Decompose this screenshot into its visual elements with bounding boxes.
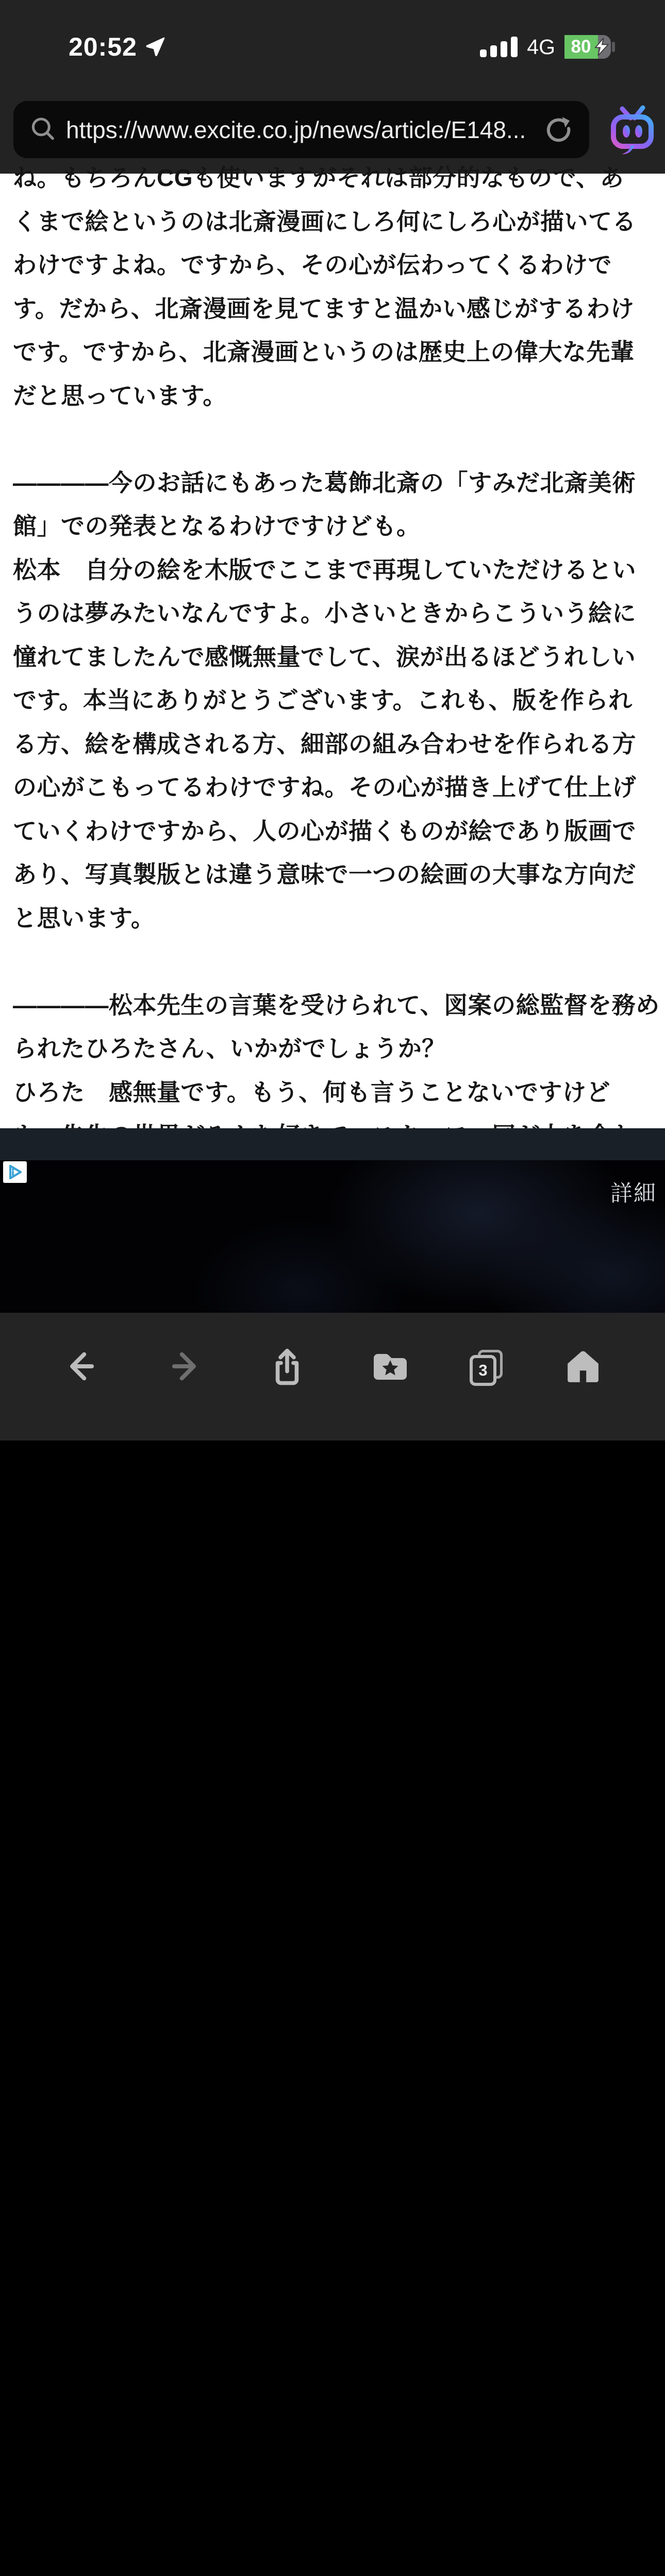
- battery-percent: 80: [571, 37, 591, 57]
- article-line: の心がこもってるわけですね。その心が描き上げて仕上げ: [13, 774, 636, 801]
- bookmarks-button[interactable]: [358, 1335, 420, 1397]
- share-icon: [269, 1346, 306, 1386]
- status-bar: [0, 19, 665, 75]
- article-line: ひろた 感無量です。もう、何も言うことないですけど: [13, 1078, 610, 1106]
- speaker-name: ひろた: [13, 1078, 85, 1106]
- ad-top-strip: [0, 1128, 665, 1160]
- tabs-icon: [470, 1350, 503, 1383]
- network-type-label: 4G: [527, 35, 555, 59]
- browser-app-icon[interactable]: [607, 105, 657, 155]
- battery-indicator: [564, 35, 611, 59]
- reload-icon[interactable]: [544, 115, 574, 145]
- article-line: る方、絵を構成される方、細部の組み合わせを作られる方: [13, 730, 636, 757]
- article-line: 松本 自分の絵を木版でここまで再現していただけるとい: [13, 556, 636, 583]
- article-line: 館」での発表となるわけですけども。: [13, 513, 421, 539]
- location-arrow-icon: [144, 36, 166, 58]
- paragraph-gap: [13, 940, 652, 984]
- article-line: うのは夢みたいなんですよ。小さいときからこういう絵に: [13, 600, 636, 626]
- back-arrow-icon: [63, 1348, 99, 1384]
- bottom-toolbar: [0, 1313, 665, 1440]
- home-button[interactable]: [552, 1335, 614, 1397]
- share-button[interactable]: [256, 1335, 318, 1397]
- clock-time: 20:52: [69, 32, 137, 61]
- article-line: です。本当にありがとうございます。これも、版を作られ: [13, 687, 633, 714]
- article-line: ――――松本先生の言葉を受けられて、図案の総監督を務め: [13, 991, 660, 1019]
- forward-arrow-icon: [167, 1348, 203, 1384]
- ad-details-link[interactable]: 詳細: [610, 1181, 657, 1206]
- browser-header: [0, 0, 665, 174]
- home-icon: [566, 1349, 601, 1383]
- search-icon: [29, 115, 58, 144]
- address-bar[interactable]: [13, 101, 589, 158]
- article-line: 憧れてましたんで感慨無量でして、涙が出るほどうれしい: [13, 643, 636, 670]
- article-line: くまで絵というのは北斎漫画にしろ何にしろ心が描いてる: [13, 208, 636, 235]
- tabs-button[interactable]: [455, 1335, 517, 1397]
- article-line: ね。もちろんCGも使いますがそれは部分的なもので、あ: [13, 164, 624, 191]
- article-line: ていくわけですから、人の心が描くものが絵であり版画で: [13, 817, 636, 844]
- article-line: られたひろたさん、いかがでしょうか？: [13, 1035, 446, 1062]
- article-line: です。ですから、北斎漫画というのは歴史上の偉大な先輩: [13, 338, 635, 365]
- article-content[interactable]: [0, 164, 665, 1128]
- article-line: と思います。: [13, 904, 155, 931]
- paragraph-gap: [13, 417, 652, 461]
- url-text[interactable]: https://www.excite.co.jp/news/article/E148...: [66, 116, 526, 143]
- article-line: ――――今のお話にもあった葛飾北斎の「すみだ北斎美術: [13, 469, 636, 496]
- forward-button[interactable]: [154, 1335, 215, 1397]
- charging-bolt-icon: [595, 38, 609, 56]
- article-line: わけですよね。ですから、その心が伝わってくるわけで: [13, 251, 612, 278]
- article-line: あり、写真製版とは違う意味で一つの絵画の大事な方向だ: [13, 861, 636, 888]
- bookmarks-folder-star-icon: [371, 1350, 407, 1383]
- adchoices-icon[interactable]: [3, 1161, 27, 1183]
- article-line: だと思っています。: [13, 382, 227, 409]
- speaker-name: 松本: [13, 556, 61, 583]
- article-text: [0, 156, 665, 1158]
- signal-strength-icon: [480, 37, 518, 57]
- back-button[interactable]: [51, 1335, 112, 1397]
- article-line: す。だから、北斎漫画を見てますと温かい感じがするわけ: [13, 295, 635, 322]
- tab-count-badge: 3: [478, 1361, 488, 1379]
- ad-banner[interactable]: [0, 1160, 665, 1313]
